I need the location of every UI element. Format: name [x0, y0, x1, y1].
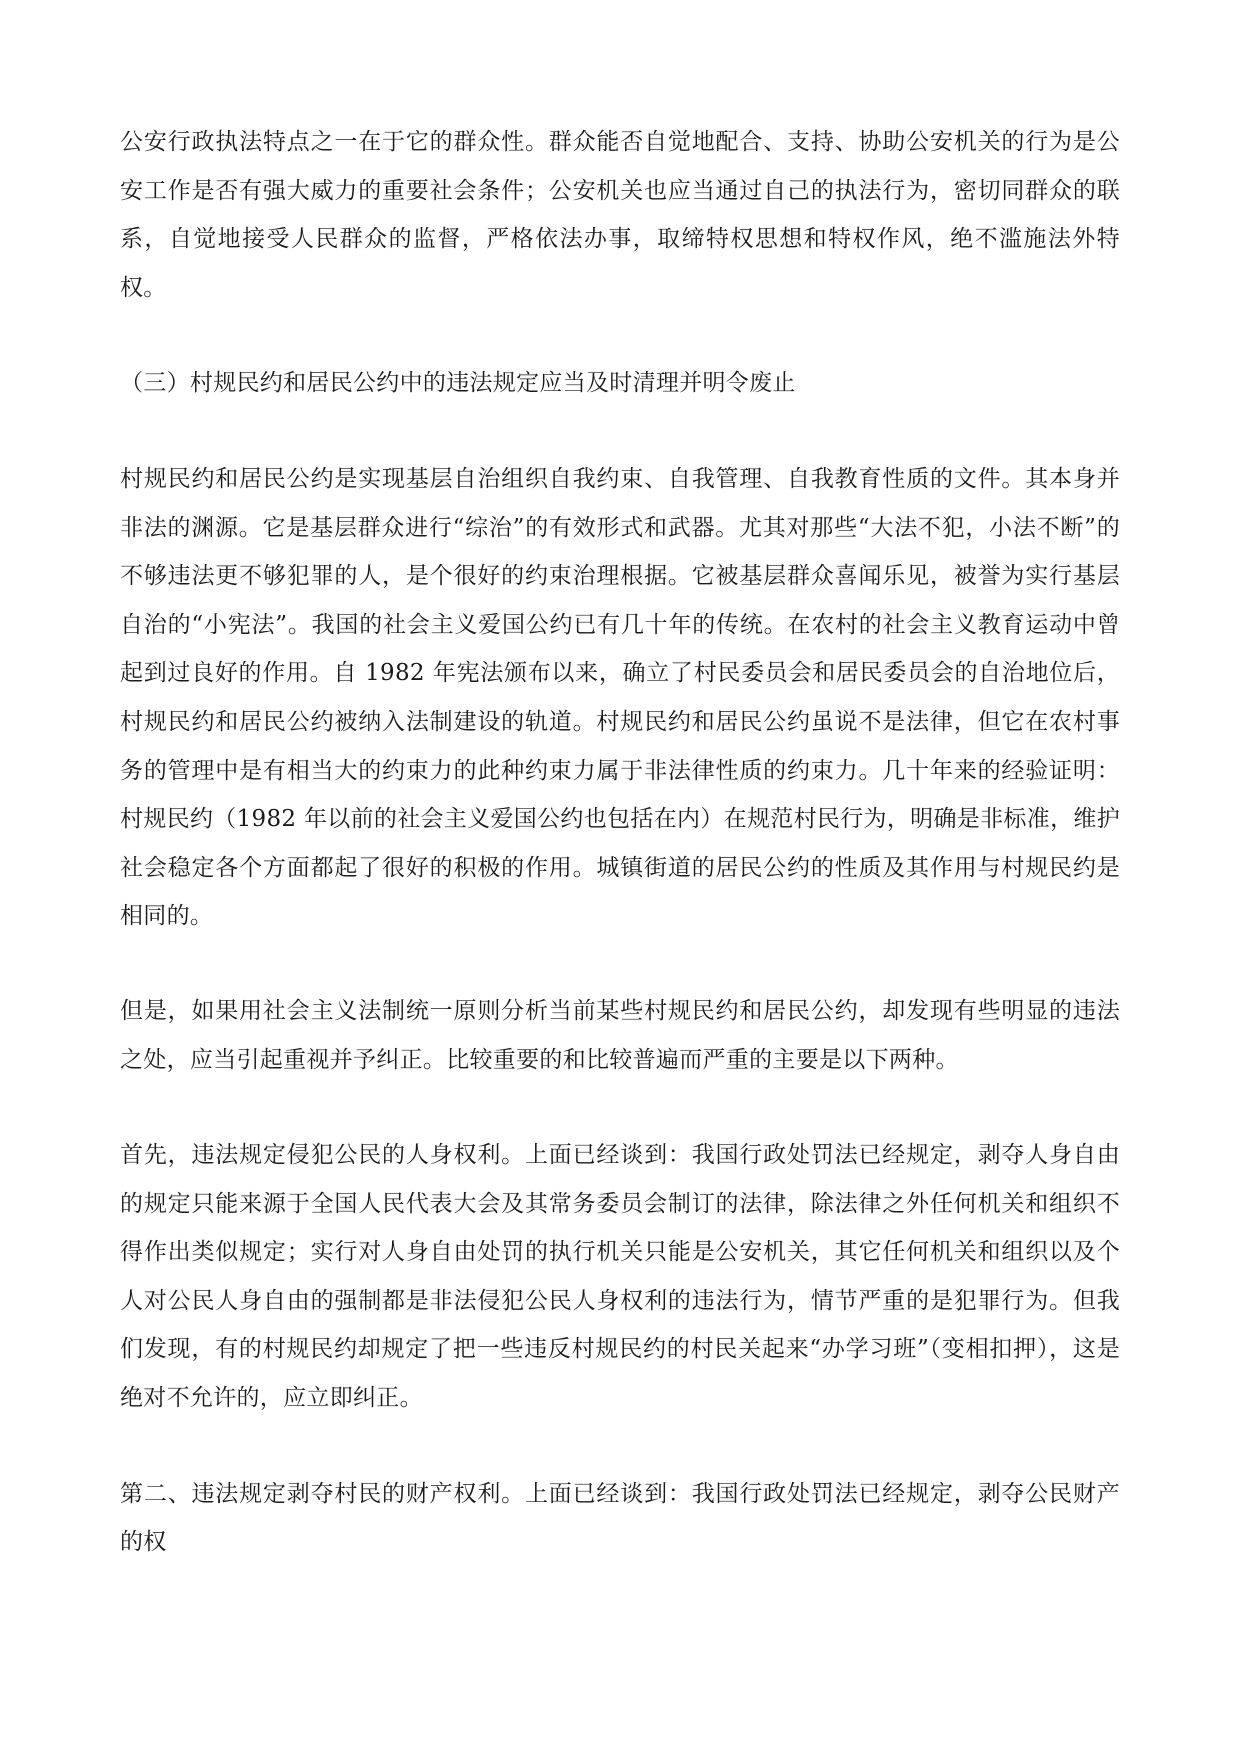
paragraph-village-rules-nature: 村规民约和居民公约是实现基层自治组织自我约束、自我管理、自我教育性质的文件。其本身并非法的渊源。它是基层群众进行“综治”的有效形式和武器。尤其对那些“大法不犯，小法不断”的不够违法更不够犯罪的人，是个很好的约束治理根据。它被基层群众喜闻乐见，被誉为实行基层自治的“小宪法”。我国的社会主义爱国公约已有几十年的传统。在农村的社会主义教育运动中曾起到过良好的作用。自 1982 年宪法颁布以来，确立了村民委员会和居民委员会的自治地位后，村规民约和居民公约被纳入法制建设的轨道。村规民约和居民公约虽说不是法律，但它在农村事务的管理中是有相当大的约束力的此种约束力属于非法律性质的约束力。几十年来的经验证明：村规民约（1982 年以前的社会主义爱国公约也包括在内）在规范村民行为，明确是非标准，维护社会稳定各个方面都起了很好的积极的作用。城镇街道的居民公约的性质及其作用与村规民约是相同的。	[120, 465, 1120, 930]
paragraph-spacer	[120, 312, 1120, 359]
document-body	[120, 118, 1120, 1567]
paragraph-spacer	[120, 941, 1120, 987]
paragraph-personal-rights-violation: 首先，违法规定侵犯公民的人身权利。上面已经谈到：我国行政处罚法已经规定，剥夺人身自由的规定只能来源于全国人民代表大会及其常务委员会制订的法律，除法律之外任何机关和组织不得作出类似规定；实行对人身自由处罚的执行机关只能是公安机关，其它任何机关和组织以及个人对公民人身自由的强制都是非法侵犯公民人身权利的违法行为，情节严重的是犯罪行为。但我们发现，有的村规民约却规定了把一些违反村规民约的村民关起来“办学习班”（变相扣押），这是绝对不允许的，应立即纠正。	[120, 1142, 1120, 1412]
paragraph-illegal-provisions-intro: 但是，如果用社会主义法制统一原则分析当前某些村规民约和居民公约，却发现有些明显的违法之处，应当引起重视并予纠正。比较重要的和比较普遍而严重的主要是以下两种。	[120, 997, 1120, 1073]
paragraph-spacer	[120, 1084, 1120, 1131]
paragraph-spacer	[120, 408, 1120, 455]
paragraph-spacer	[120, 1423, 1120, 1470]
paragraph-property-rights-violation: 第二、违法规定剥夺村民的财产权利。上面已经谈到：我国行政处罚法已经规定，剥夺公民财产的权	[120, 1480, 1120, 1556]
paragraph-public-security-mass-character: 公安行政执法特点之一在于它的群众性。群众能否自觉地配合、支持、协助公安机关的行为是公安工作是否有强大威力的重要社会条件；公安机关也应当通过自己的执法行为，密切同群众的联系，自觉地接受人民群众的监督，严格依法办事，取缔特权思想和特权作风，绝不滥施法外特权。	[120, 129, 1120, 301]
section-heading-village-rules: （三）村规民约和居民公约中的违法规定应当及时清理并明令废止	[120, 370, 796, 397]
